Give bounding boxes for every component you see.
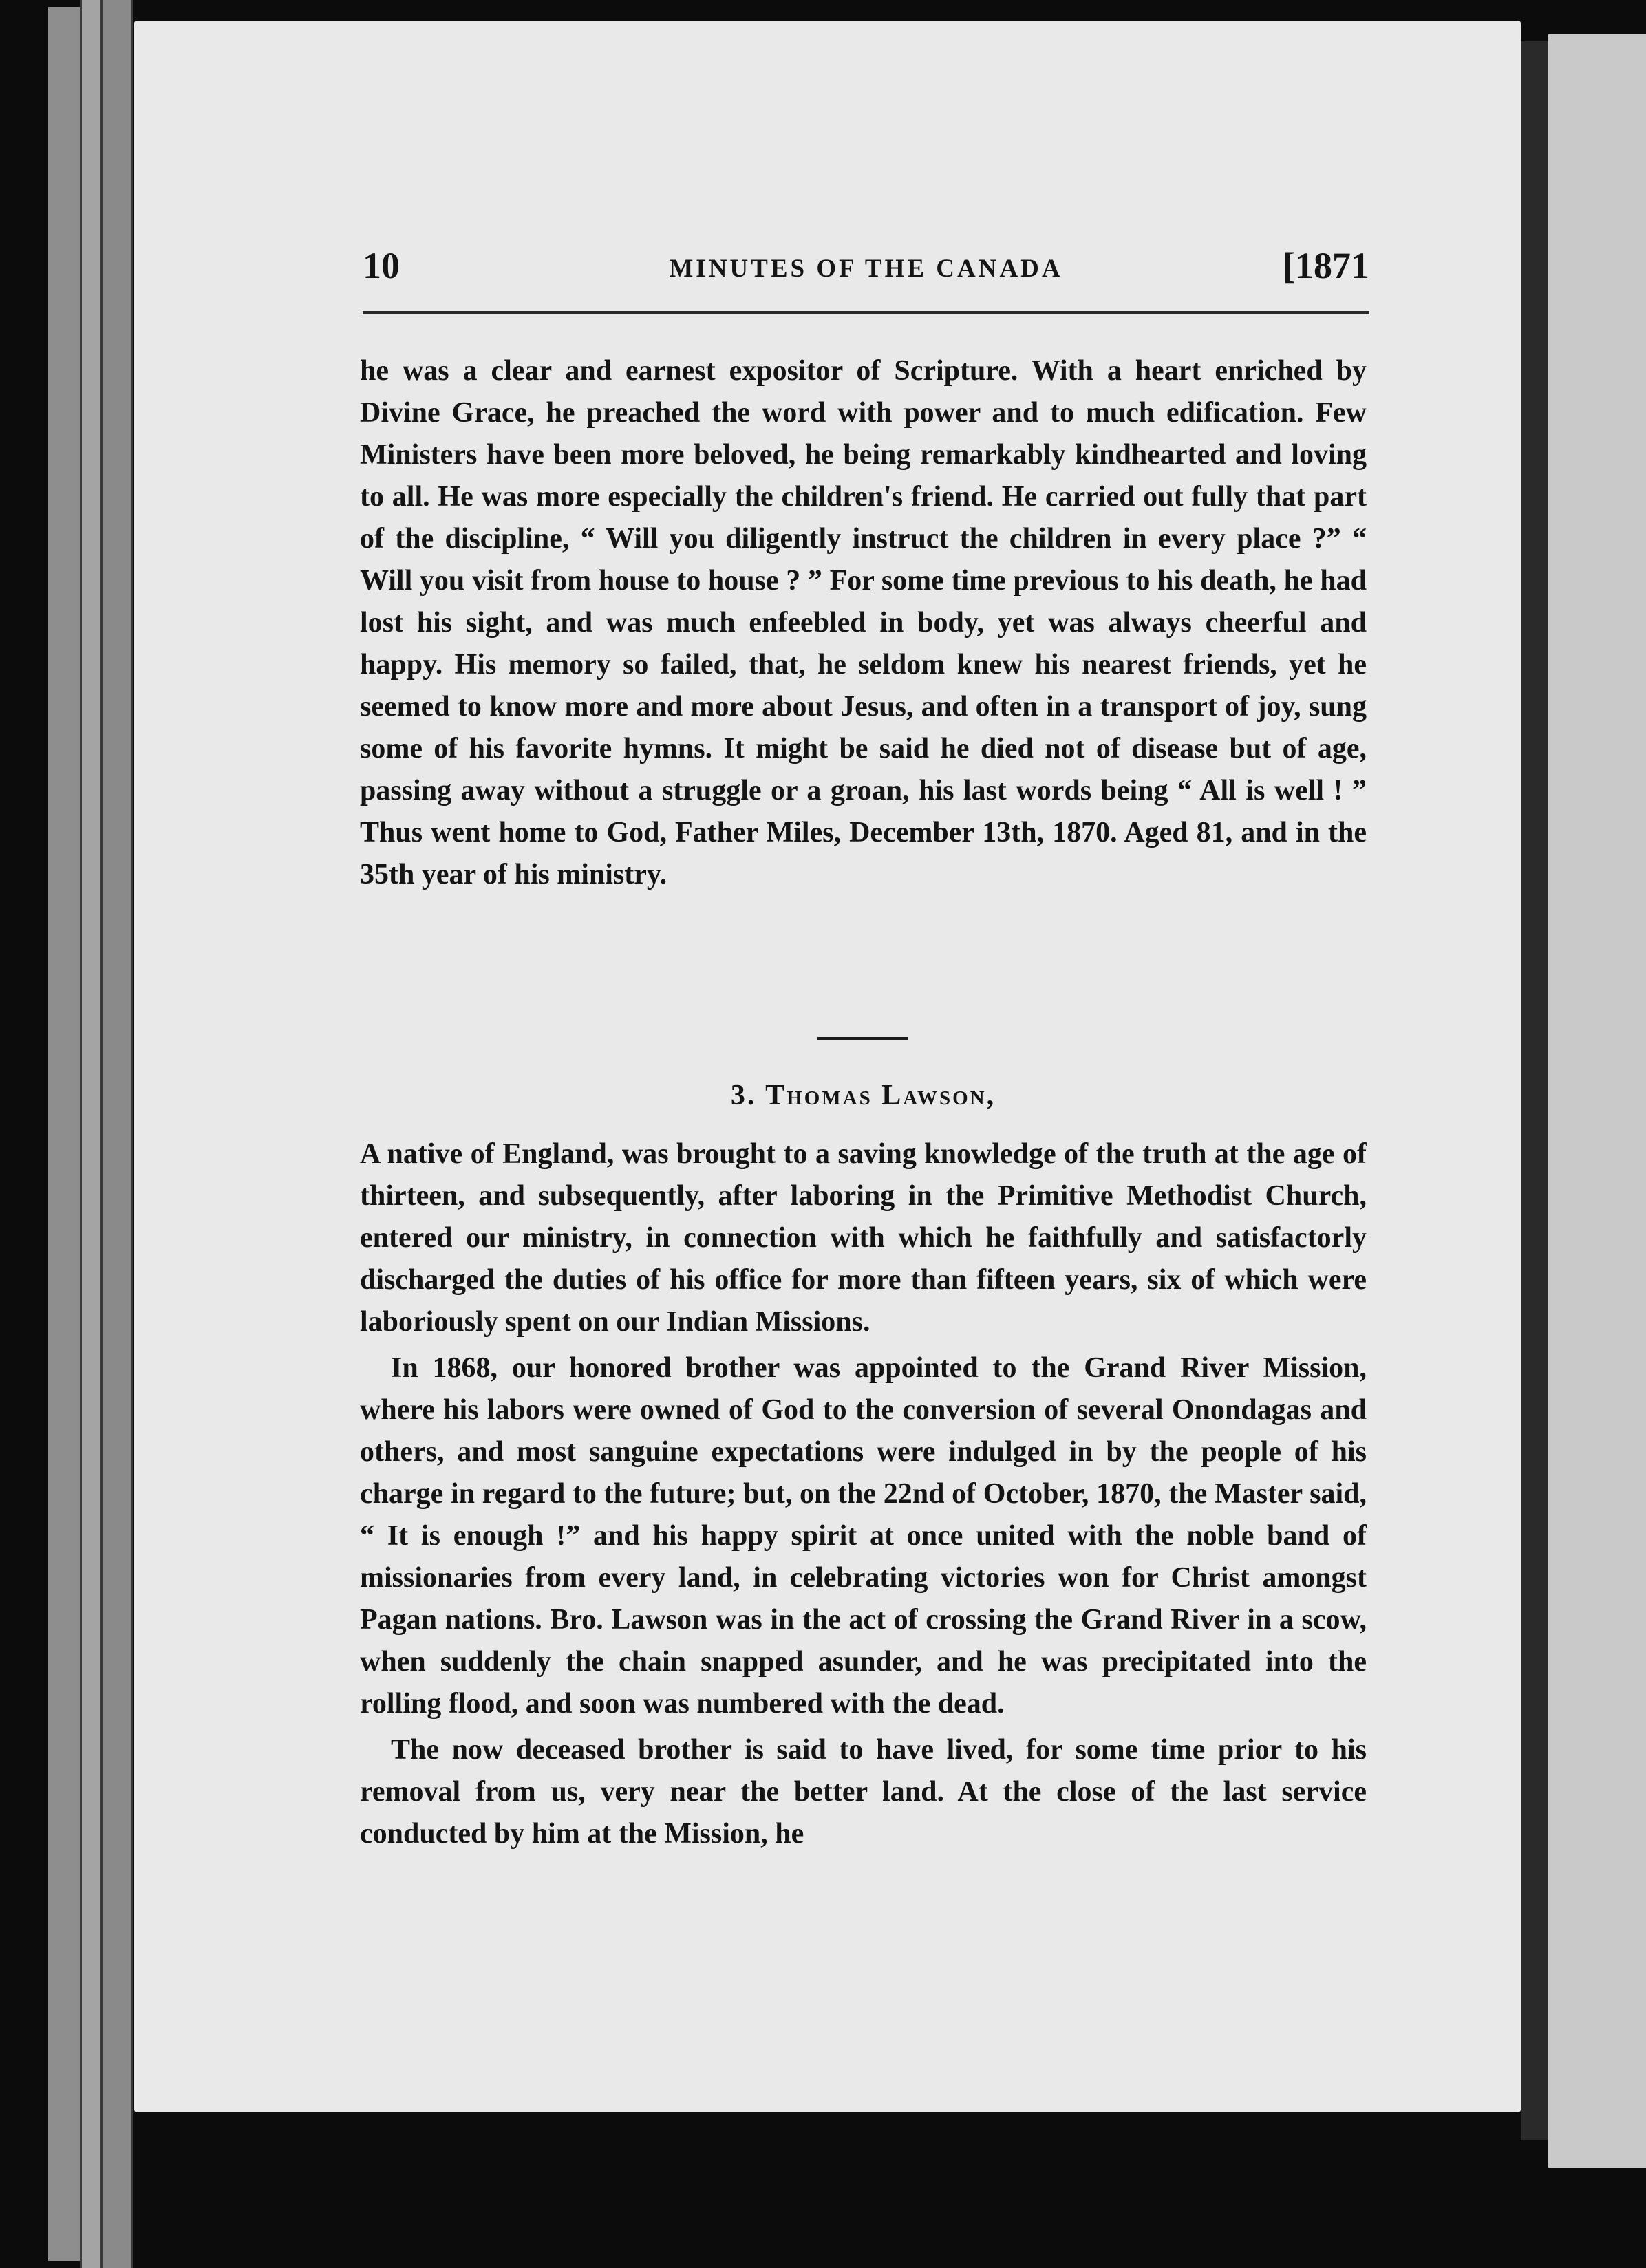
page-edge [48,7,81,2261]
continued-paragraph [360,350,1367,896]
page-edge-line [100,0,103,2268]
header-rule [363,311,1369,314]
paragraph: In 1868, our honored brother was appointed to the Grand River Mission, where his labors were owned of God to the conversion of several Onondagas and others, and most sanguine expectations were indulged in by the people of his charge in regard to the future; but, on the 22nd of October, 1870, the Master said, “ It is enough !” and his happy spirit at once united with the noble band of missionaries from every land, in celebrating victories won for Christ amongst Pagan nations. Bro. Lawson was in the act of crossing the Grand River in a scow, when suddenly the chain snapped asunder, and he was precipitated into the rolling flood, and soon was numbered with the dead. [360,1352,1367,1720]
section-body [360,1133,1367,1855]
page-edge-line [80,0,82,2268]
section-divider [817,1037,908,1040]
paragraph: The now deceased brother is said to have lived, for some time prior to his removal from us, very near the better land. At the close of the last service conducted by him at the Mission, he [360,1734,1367,1850]
paragraph: he was a clear and earnest expositor of Scripture. With a heart enriched by Divine Grace, he preached the word with power and to much edification. Few Ministers have been more beloved, he being remarkably kindhearted and loving to all. He was more especially the children's friend. He carried out fully that part of the discipline, “ Will you diligently instruct the children in every place ?” “ Will you visit from house to house ? ” For some time previous to his death, he had lost his sight, and was much enfeebled in body, yet was always cheerful and happy. His memory so failed, that, he seldom knew his nearest friends, yet he seemed to know more and more about Jesus, and often in a transport of joy, sung some of his favorite hymns. It might be said he died not of disease but of age, passing away without a struggle or a groan, his last words being “ All is well ! ” Thus went home to God, Father Miles, December 13th, 1870. Aged 81, and in the 35th year of his ministry. [360,355,1367,890]
running-title: MINUTES OF THE CANADA [669,255,1063,283]
book-gutter [1521,41,1548,2140]
page-edge [81,0,102,2268]
page-number: 10 [363,245,400,286]
running-year: [1871 [1283,245,1369,286]
facing-page-edge [1548,34,1646,2168]
page-edge [102,0,131,2268]
section-heading: 3. Thomas Lawson, [730,1080,996,1111]
running-header [363,244,1369,292]
paragraph: A native of England, was brought to a saving knowledge of the truth at the age of thirteen, and subsequently, after laboring in the Primitive Methodist Church, entered our ministry, in connection with which he faithfully and satisfactorly discharged the duties of his office for more than fifteen years, six of which were laboriously spent on our Indian Missions. [360,1138,1367,1338]
page-edge-line [131,0,133,2268]
